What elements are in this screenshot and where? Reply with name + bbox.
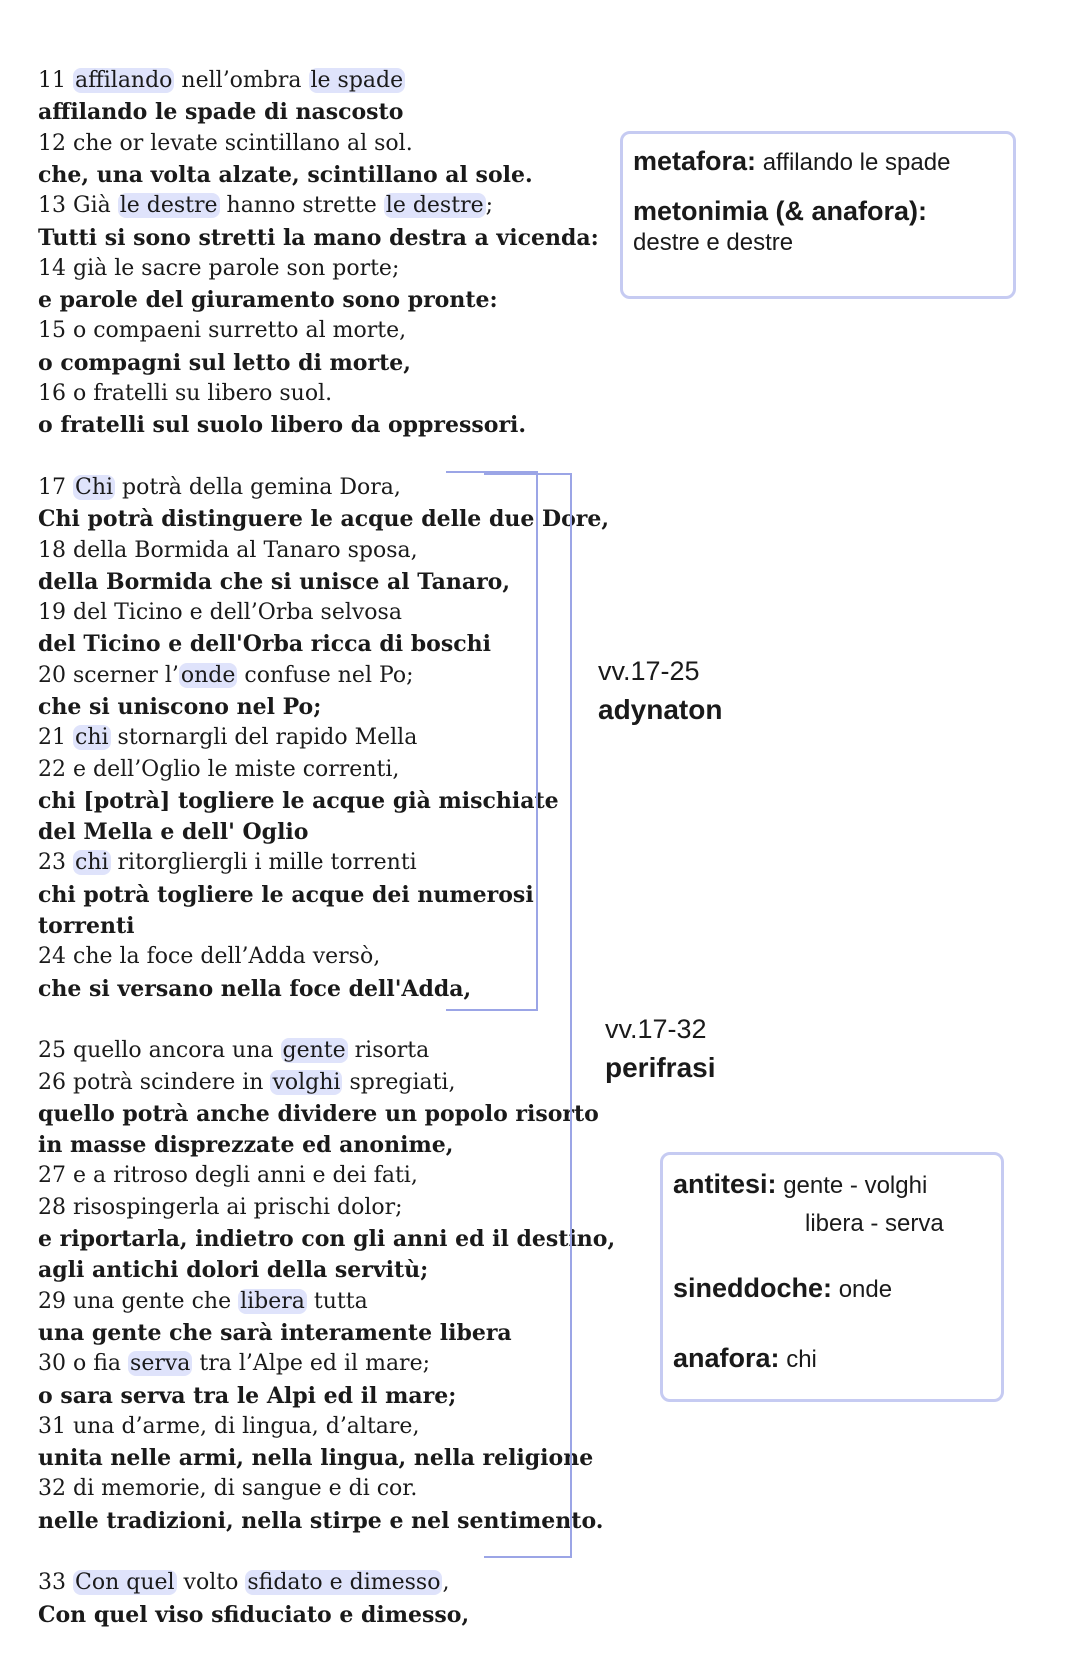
verse-text: nelle tradizioni, nella stirpe e nel sentimento. (38, 1508, 604, 1534)
verse-number: 24 (38, 944, 66, 969)
verse-number: 13 (38, 193, 66, 218)
verse-number: 12 (38, 131, 66, 156)
verse-number: 22 (38, 757, 66, 782)
verse-text: scerner l’ (73, 663, 179, 688)
sineddoche-text: onde (832, 1276, 893, 1303)
verse-line (38, 1475, 417, 1503)
translation-line (38, 286, 498, 314)
verse-text: Con quel viso sfiduciato e dimesso, (38, 1602, 470, 1628)
verse-text: e parole del giuramento sono pronte: (38, 287, 498, 313)
verse-number: 25 (38, 1038, 66, 1063)
verse-text: ritorgliergli i mille torrenti (110, 850, 417, 875)
verse-line (38, 255, 399, 283)
verse-text: chi [potrà] togliere le acque già mischiate (38, 788, 559, 814)
bracket-vv17-32 (484, 473, 572, 1558)
verse-text: potrà scindere in (73, 1070, 271, 1095)
verse-line (38, 67, 405, 95)
translation-line (38, 912, 135, 940)
highlighted-word: gente (282, 1038, 346, 1063)
verse-line (38, 662, 414, 690)
antitesi-text-2: libera - serva (805, 1210, 944, 1237)
verse-text: già le sacre parole son porte; (73, 256, 400, 281)
adynaton-range: vv.17-25 (598, 656, 700, 686)
verse-line (38, 1069, 455, 1097)
translation-line (38, 975, 471, 1003)
verse-line (38, 130, 413, 158)
verse-text: quello potrà anche dividere un popolo risorto (38, 1101, 599, 1127)
verse-text: della Bormida che si unisce al Tanaro, (38, 569, 511, 595)
verse-text: o fratelli sul suolo libero da oppressori. (38, 412, 527, 438)
verse-text: risorta (347, 1038, 430, 1063)
verse-number: 31 (38, 1414, 66, 1439)
metafora-text: affilando le spade (756, 149, 951, 176)
translation-line (38, 161, 533, 189)
verse-number: 27 (38, 1163, 66, 1188)
verse-line (38, 943, 380, 971)
verse-text: tra l’Alpe ed il mare; (192, 1351, 431, 1376)
translation-line (38, 1256, 428, 1284)
verse-text: chi potrà togliere le acque dei numerosi (38, 882, 534, 908)
verse-line (38, 724, 417, 752)
verse-line (38, 474, 401, 502)
verse-number: 16 (38, 381, 66, 406)
verse-number: 29 (38, 1289, 66, 1314)
verse-text: agli antichi dolori della servitù; (38, 1257, 429, 1283)
translation-line (38, 568, 510, 596)
translation-line (38, 224, 599, 252)
verse-line (38, 192, 493, 220)
verse-text: o fratelli su libero suol. (73, 381, 333, 406)
verse-line (38, 317, 406, 345)
highlighted-word: onde (180, 663, 236, 688)
figures-box-2 (660, 1152, 1004, 1402)
highlighted-word: serva (130, 1351, 191, 1376)
verse-text: risospingerla ai prischi dolor; (73, 1195, 403, 1220)
verse-text: ; (485, 193, 494, 218)
verse-text: che or levate scintillano al sol. (73, 131, 413, 156)
highlighted-word: le spade (310, 68, 404, 93)
verse-line (38, 1162, 418, 1190)
verse-line (38, 1194, 403, 1222)
verse-text: Chi potrà distinguere le acque delle due Dore, (38, 506, 609, 532)
translation-line (38, 630, 491, 658)
verse-text: e a ritroso degli anni e dei fati, (73, 1163, 418, 1188)
verse-text: che si uniscono nel Po; (38, 694, 322, 720)
metafora-label: metafora: (633, 146, 757, 176)
verse-line (38, 1350, 430, 1378)
verse-line (38, 1037, 429, 1065)
verse-line (38, 1413, 419, 1441)
anafora-label: anafora: (673, 1343, 780, 1373)
verse-text: una gente che (73, 1289, 239, 1314)
verse-number: 14 (38, 256, 66, 281)
verse-text: potrà della gemina Dora, (115, 475, 401, 500)
verse-text: che la foce dell’Adda versò, (73, 944, 381, 969)
figures-box-1 (620, 131, 1016, 299)
anafora-text: chi (779, 1346, 817, 1373)
highlighted-word: chi (75, 850, 109, 875)
verse-text: spregiati, (342, 1070, 456, 1095)
verse-number: 30 (38, 1351, 66, 1376)
verse-text: confuse nel Po; (237, 663, 414, 688)
translation-line (38, 1601, 469, 1629)
verse-number: 18 (38, 538, 66, 563)
verse-text: unita nelle armi, nella lingua, nella religione (38, 1445, 594, 1471)
highlighted-word: sfidato e dimesso (247, 1570, 441, 1595)
translation-line (38, 1131, 453, 1159)
verse-number: 15 (38, 318, 66, 343)
verse-text: e riportarla, indietro con gli anni ed il destino, (38, 1226, 616, 1252)
highlighted-word: libera (240, 1289, 305, 1314)
highlighted-word: volghi (272, 1070, 341, 1095)
verse-text: del Ticino e dell'Orba ricca di boschi (38, 631, 491, 657)
highlighted-word: Chi (75, 475, 114, 500)
verse-text: torrenti (38, 913, 135, 939)
verse-text: hanno strette (219, 193, 384, 218)
verse-text: tutta (306, 1289, 368, 1314)
translation-line (38, 349, 411, 377)
sineddoche-label: sineddoche: (673, 1273, 833, 1303)
verse-text: una gente che sarà interamente libera (38, 1320, 512, 1346)
verse-text: del Ticino e dell’Orba selvosa (73, 600, 402, 625)
verse-number: 23 (38, 850, 66, 875)
verse-text: quello ancora una (73, 1038, 281, 1063)
verse-line (38, 1288, 368, 1316)
verse-line (38, 380, 332, 408)
perifrasi-range: vv.17-32 (605, 1014, 707, 1044)
verse-text: o fia (73, 1351, 129, 1376)
verse-number: 19 (38, 600, 66, 625)
antitesi-label: antitesi: (673, 1169, 777, 1199)
verse-line (38, 599, 402, 627)
perifrasi-label: perifrasi (605, 1052, 716, 1083)
translation-line (38, 1382, 456, 1410)
verse-text: affilando le spade di nascosto (38, 99, 404, 125)
verse-text: del Mella e dell' Oglio (38, 819, 309, 845)
metonimia-text: destre e destre (633, 229, 794, 256)
translation-line (38, 1319, 512, 1347)
verse-text: volto (176, 1570, 246, 1595)
verse-text: Già (73, 193, 118, 218)
verse-number: 21 (38, 725, 66, 750)
verse-text: che si versano nella foce dell'Adda, (38, 976, 472, 1002)
antitesi-text-1: gente - volghi (776, 1172, 928, 1199)
translation-line (38, 411, 526, 439)
verse-number: 32 (38, 1476, 66, 1501)
verse-line (38, 1569, 449, 1597)
verse-text: della Bormida al Tanaro sposa, (73, 538, 418, 563)
verse-text: stornargli del rapido Mella (110, 725, 418, 750)
adynaton-label: adynaton (598, 694, 723, 725)
verse-text: nell’ombra (174, 68, 309, 93)
verse-number: 20 (38, 663, 66, 688)
translation-line (38, 98, 403, 126)
verse-line (38, 537, 418, 565)
verse-text: che, una volta alzate, scintillano al sole. (38, 162, 533, 188)
verse-text: in masse disprezzate ed anonime, (38, 1132, 454, 1158)
verse-text: Tutti si sono stretti la mano destra a vicenda: (38, 225, 599, 251)
verse-number: 28 (38, 1195, 66, 1220)
verse-number: 17 (38, 475, 66, 500)
highlighted-word: affilando (75, 68, 173, 93)
highlighted-word: le destre (119, 193, 218, 218)
verse-line (38, 849, 417, 877)
verse-text: o sara serva tra le Alpi ed il mare; (38, 1383, 457, 1409)
highlighted-word: le destre (385, 193, 484, 218)
translation-line (38, 818, 308, 846)
verse-text: o compaeni surretto al morte, (73, 318, 407, 343)
verse-text: una d’arme, di lingua, d’altare, (73, 1414, 420, 1439)
verse-text: di memorie, di sangue e di cor. (73, 1476, 418, 1501)
verse-number: 33 (38, 1570, 66, 1595)
metonimia-label: metonimia (& anafora): (633, 196, 928, 226)
verse-number: 11 (38, 68, 66, 93)
translation-line (38, 693, 321, 721)
verse-text: , (442, 1570, 450, 1595)
verse-text: o compagni sul letto di morte, (38, 350, 411, 376)
highlighted-word: Con quel (75, 1570, 175, 1595)
verse-line (38, 756, 399, 784)
verse-text: e dell’Oglio le miste correnti, (73, 757, 400, 782)
highlighted-word: chi (75, 725, 109, 750)
verse-number: 26 (38, 1070, 66, 1095)
